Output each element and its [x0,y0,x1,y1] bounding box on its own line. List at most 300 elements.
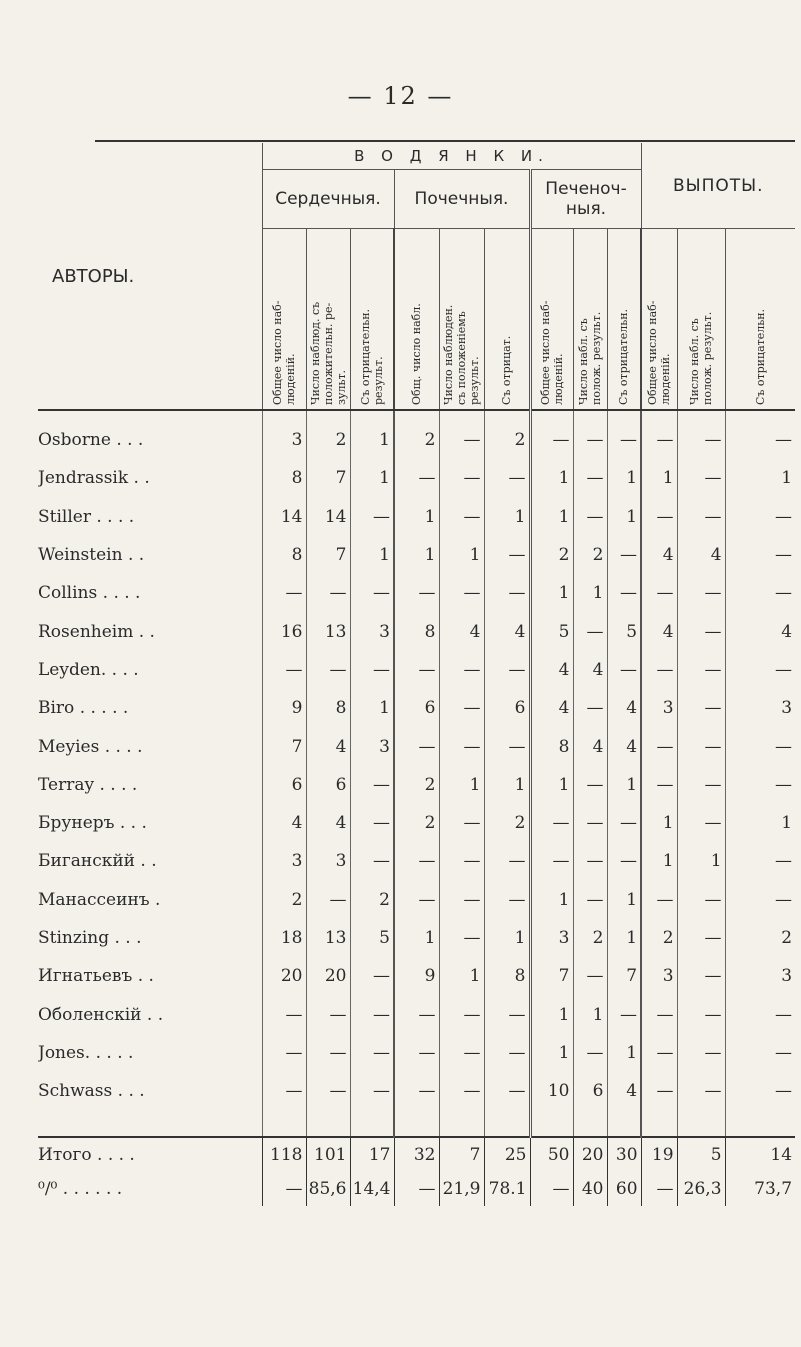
cell-col-4: 1 [394,498,439,536]
cell-col-1: 3 [262,421,306,459]
cell-col-10: — [641,574,677,612]
cell-col-3: — [350,842,394,880]
cell-col-1: 2 [262,881,306,919]
table-row [38,919,795,957]
cell-col-9: — [607,536,641,574]
cell-col-3: 2 [350,881,394,919]
cell-col-8: — [573,804,607,842]
cell-col-11: — [677,766,725,804]
cell-col-4: 8 [394,612,439,650]
cell-col-11: — [677,1034,725,1072]
cell-col-11: — [677,804,725,842]
column-header-text: Число наблюд. съ положительн. ре- зульт. [308,301,348,405]
cell-col-8: 6 [573,1072,607,1110]
column-header-5 [439,229,484,411]
cell-col-1: 14 [262,498,306,536]
cell-col-12: 1 [725,804,795,842]
column-header-11 [677,229,725,411]
cell-col-4: — [394,1072,439,1110]
cell-col-2: — [306,651,350,689]
cell-col-6: — [484,1072,530,1110]
cell-col-2: — [306,1072,350,1110]
cell-col-5: 21,9 [439,1172,484,1206]
cell-col-3: — [350,804,394,842]
cell-col-7: 50 [530,1137,573,1172]
column-header-text: Число набл. съ полож. результ. [577,311,603,405]
cell-col-8: 2 [573,919,607,957]
cell-col-12: — [725,727,795,765]
cell-col-2: 3 [306,842,350,880]
cell-col-3: — [350,498,394,536]
cell-col-12: — [725,842,795,880]
cell-col-12: 1 [725,459,795,497]
column-header-3 [350,229,394,411]
cell-col-3: 17 [350,1137,394,1172]
cell-col-3: 14,4 [350,1172,394,1206]
column-header-12 [725,229,795,411]
dropsy-table [38,143,795,1206]
cell-col-5: — [439,1034,484,1072]
cell-col-11: — [677,957,725,995]
cell-col-9: 4 [607,1072,641,1110]
cell-col-8: — [573,1034,607,1072]
cell-col-2: — [306,881,350,919]
cell-col-5: — [439,919,484,957]
cell-col-2: 4 [306,804,350,842]
cell-col-4: — [394,727,439,765]
cell-col-3: 5 [350,919,394,957]
table-row [38,842,795,880]
cell-col-7: 1 [530,766,573,804]
cell-col-7: 4 [530,689,573,727]
cell-col-4: — [394,881,439,919]
cell-col-10: — [641,651,677,689]
cell-col-3: — [350,766,394,804]
cell-col-2: 14 [306,498,350,536]
cell-col-1: — [262,995,306,1033]
table-row [38,881,795,919]
cell-col-10: — [641,1072,677,1110]
cell-col-3: 3 [350,727,394,765]
cell-col-12: — [725,881,795,919]
cell-col-4: — [394,995,439,1033]
column-header-text: Съ отрицательн. результ. [358,308,385,405]
cell-col-11: 5 [677,1137,725,1172]
cell-col-1: 3 [262,842,306,880]
cell-col-4: 9 [394,957,439,995]
cell-col-12: — [725,1034,795,1072]
cell-col-7: 1 [530,1034,573,1072]
cell-col-1: 4 [262,804,306,842]
cell-col-12: 2 [725,919,795,957]
cell-col-1: — [262,1034,306,1072]
cell-col-2: 13 [306,919,350,957]
table-row [38,766,795,804]
cell-col-1: — [262,651,306,689]
cell-col-9: 5 [607,612,641,650]
column-header-2 [306,229,350,411]
table-row [38,995,795,1033]
cell-col-7: — [530,842,573,880]
cell-col-12: — [725,498,795,536]
cell-col-9: — [607,651,641,689]
cell-col-10: — [641,995,677,1033]
cell-col-1: — [262,574,306,612]
column-header-text: Общее число наб- люденій. [271,300,297,405]
cell-col-5: — [439,727,484,765]
cell-col-8: — [573,612,607,650]
cell-col-2: 85,6 [306,1172,350,1206]
cell-col-1: 7 [262,727,306,765]
author-name: Terray . . . . [38,774,138,795]
column-header-text: Съ отрицат. [500,335,513,405]
cell-col-7: 1 [530,881,573,919]
effusions-header: ВЫПОТЫ. [641,143,795,229]
cell-col-5: — [439,651,484,689]
cell-col-9: 1 [607,881,641,919]
cell-col-2: 7 [306,536,350,574]
cell-col-10: 1 [641,842,677,880]
cell-col-4: 2 [394,421,439,459]
cell-col-4: 6 [394,689,439,727]
cell-col-12: 3 [725,957,795,995]
table-row [38,957,795,995]
cell-col-12: 73,7 [725,1172,795,1206]
cell-col-11: — [677,421,725,459]
column-header-4 [394,229,439,411]
cell-col-9: — [607,995,641,1033]
author-name: Biro . . . . . [38,698,129,719]
cell-col-2: — [306,574,350,612]
cell-col-2: 2 [306,421,350,459]
cell-col-7: — [530,804,573,842]
table-row [38,804,795,842]
cell-col-11: — [677,689,725,727]
cell-col-5: — [439,459,484,497]
table-row [38,1034,795,1072]
cell-col-11: — [677,459,725,497]
cell-col-6: — [484,574,530,612]
cell-col-6: — [484,651,530,689]
author-name: ⁰/⁰ . . . . . . [38,1179,123,1200]
cell-col-2: 6 [306,766,350,804]
author-name: Schwass . . . [38,1081,145,1102]
author-name: Weinstein . . [38,545,145,566]
author-name: Stiller . . . . [38,506,135,527]
cell-col-3: 1 [350,689,394,727]
cell-col-11: 4 [677,536,725,574]
cell-col-1: — [262,1172,306,1206]
cell-col-6: — [484,995,530,1033]
cell-col-6: — [484,842,530,880]
cell-col-7: 8 [530,727,573,765]
column-header-text: Съ отрицательн. [753,308,767,405]
renal-header: Почечныя. [394,170,530,229]
column-header-text: Общее число наб- люденій. [646,300,673,405]
author-name: Jendrassik . . [38,468,150,489]
cell-col-3: 1 [350,536,394,574]
spacer-row [38,410,795,421]
cell-col-12: 4 [725,612,795,650]
cell-col-8: 40 [573,1172,607,1206]
cell-col-9: — [607,574,641,612]
authors-header: АВТОРЫ. [38,143,262,410]
cell-col-9: 4 [607,689,641,727]
column-header-text: Общее число наб- люденій. [539,300,565,405]
cell-col-7: 10 [530,1072,573,1110]
cell-col-3: 3 [350,612,394,650]
cell-col-7: 2 [530,536,573,574]
cell-col-9: 1 [607,459,641,497]
cell-col-2: 7 [306,459,350,497]
cell-col-7: 3 [530,919,573,957]
column-header-9 [607,229,641,411]
cell-col-7: — [530,421,573,459]
cell-col-10: — [641,421,677,459]
cell-col-11: 1 [677,842,725,880]
cell-col-11: — [677,919,725,957]
cell-col-11: — [677,498,725,536]
cell-col-5: — [439,498,484,536]
table-row [38,727,795,765]
cell-col-11: 26,3 [677,1172,725,1206]
cell-col-12: 3 [725,689,795,727]
cell-col-8: — [573,689,607,727]
cell-col-10: 1 [641,804,677,842]
cell-col-10: 3 [641,957,677,995]
cell-col-6: — [484,727,530,765]
author-name: Leyden. . . . [38,659,139,680]
column-header-1 [262,229,306,411]
column-header-text: Съ отрицательн. [617,308,631,405]
cell-col-4: 2 [394,804,439,842]
cell-col-1: 118 [262,1137,306,1172]
cell-col-8: — [573,459,607,497]
table-row [38,689,795,727]
cell-col-4: 2 [394,766,439,804]
column-header-text: Число набл. съ полож. результ. [688,311,715,405]
cell-col-5: 1 [439,957,484,995]
cell-col-6: — [484,459,530,497]
cell-col-5: 7 [439,1137,484,1172]
author-name: Оболенскій . . [38,1004,164,1025]
cell-col-11: — [677,727,725,765]
cell-col-4: 1 [394,536,439,574]
author-name: Rosenheim . . [38,621,155,642]
table-row [38,421,795,459]
cell-col-3: — [350,651,394,689]
cell-col-6: 25 [484,1137,530,1172]
cell-col-8: 4 [573,651,607,689]
author-name: Stinzing . . . [38,928,142,948]
cell-col-10: 4 [641,536,677,574]
cell-col-9: 1 [607,766,641,804]
cell-col-7: 1 [530,995,573,1033]
cell-col-11: — [677,881,725,919]
cell-col-9: — [607,804,641,842]
author-name: Meyies . . . . [38,736,143,757]
cell-col-12: — [725,1072,795,1110]
cell-col-5: — [439,842,484,880]
cell-col-1: 20 [262,957,306,995]
cell-col-8: 1 [573,995,607,1033]
cell-col-5: — [439,995,484,1033]
cell-col-11: — [677,1072,725,1110]
cell-col-2: 13 [306,612,350,650]
author-name: Collins . . . . [38,583,141,604]
cell-col-4: — [394,459,439,497]
cell-col-3: — [350,1034,394,1072]
cell-col-1: 18 [262,919,306,957]
cell-col-4: — [394,1034,439,1072]
author-name: Jones. . . . . [38,1042,134,1063]
cell-col-8: — [573,498,607,536]
cell-col-6: 1 [484,498,530,536]
total-row [38,1137,795,1172]
cell-col-9: 1 [607,1034,641,1072]
cell-col-7: 1 [530,459,573,497]
cell-col-10: 1 [641,459,677,497]
cell-col-9: 1 [607,919,641,957]
table-row [38,612,795,650]
cell-col-12: — [725,651,795,689]
cell-col-8: 2 [573,536,607,574]
cell-col-6: — [484,881,530,919]
cell-col-2: 8 [306,689,350,727]
cell-col-7: 5 [530,612,573,650]
column-header-text: Число наблюден. съ положеніемъ результ. [442,304,481,405]
cell-col-8: — [573,957,607,995]
hepatic-header: Печеноч- ныя. [530,170,641,229]
cell-col-10: — [641,766,677,804]
cell-col-4: — [394,651,439,689]
column-header-7 [530,229,573,411]
author-name: Игнатьевъ . . [38,966,154,987]
cell-col-1: — [262,1072,306,1110]
spacer-row [38,1110,795,1137]
cell-col-10: 4 [641,612,677,650]
cell-col-8: — [573,842,607,880]
dropsy-group-header: В О Д Я Н К И. [262,143,641,170]
cell-col-8: — [573,421,607,459]
cell-col-10: — [641,1034,677,1072]
cell-col-12: — [725,536,795,574]
cell-col-12: 14 [725,1137,795,1172]
cell-col-4: — [394,1172,439,1206]
percent-row [38,1172,795,1206]
cell-col-3: 1 [350,459,394,497]
table-row [38,498,795,536]
cell-col-9: 60 [607,1172,641,1206]
cell-col-10: 3 [641,689,677,727]
cell-col-7: 1 [530,574,573,612]
cell-col-1: 6 [262,766,306,804]
cell-col-5: 4 [439,612,484,650]
cell-col-8: 4 [573,727,607,765]
cell-col-3: 1 [350,421,394,459]
cell-col-8: — [573,766,607,804]
cell-col-4: 32 [394,1137,439,1172]
cell-col-9: 30 [607,1137,641,1172]
cell-col-10: 19 [641,1137,677,1172]
cell-col-1: 8 [262,536,306,574]
cell-col-7: 4 [530,651,573,689]
cell-col-6: 2 [484,421,530,459]
cardiac-header: Сердечныя. [262,170,394,229]
author-name: Биганскйй . . [38,851,157,872]
cell-col-6: 8 [484,957,530,995]
cell-col-4: 1 [394,919,439,957]
cell-col-12: — [725,766,795,804]
cell-col-2: 20 [306,957,350,995]
cell-col-1: 8 [262,459,306,497]
cell-col-6: 4 [484,612,530,650]
column-header-8 [573,229,607,411]
cell-col-9: — [607,842,641,880]
cell-col-8: 1 [573,574,607,612]
cell-col-4: — [394,574,439,612]
cell-col-9: 1 [607,498,641,536]
author-name: Брунеръ . . . [38,813,147,834]
cell-col-3: — [350,995,394,1033]
cell-col-5: — [439,574,484,612]
author-name: Манассеинъ . [38,889,161,910]
cell-col-11: — [677,651,725,689]
cell-col-1: 16 [262,612,306,650]
cell-col-5: — [439,804,484,842]
cell-col-8: — [573,881,607,919]
cell-col-4: — [394,842,439,880]
cell-col-5: — [439,421,484,459]
cell-col-12: — [725,995,795,1033]
cell-col-10: — [641,881,677,919]
cell-col-3: — [350,574,394,612]
cell-col-1: 9 [262,689,306,727]
cell-col-2: 101 [306,1137,350,1172]
cell-col-6: 1 [484,766,530,804]
cell-col-7: 1 [530,498,573,536]
author-name: Итого . . . . [38,1137,262,1172]
table-row [38,536,795,574]
cell-col-8: 20 [573,1137,607,1172]
cell-col-10: — [641,727,677,765]
cell-col-3: — [350,1072,394,1110]
cell-col-7: — [530,1172,573,1206]
cell-col-2: 4 [306,727,350,765]
cell-col-3: — [350,957,394,995]
cell-col-5: 1 [439,766,484,804]
cell-col-6: 2 [484,804,530,842]
cell-col-5: — [439,881,484,919]
cell-col-9: 4 [607,727,641,765]
cell-col-5: — [439,689,484,727]
cell-col-11: — [677,574,725,612]
table-row [38,651,795,689]
cell-col-10: — [641,498,677,536]
table-row [38,574,795,612]
column-header-6 [484,229,530,411]
page-number: — 12 — [347,82,454,110]
cell-col-11: — [677,995,725,1033]
cell-col-9: — [607,421,641,459]
cell-col-6: — [484,536,530,574]
cell-col-6: 6 [484,689,530,727]
cell-col-2: — [306,995,350,1033]
cell-col-6: 1 [484,919,530,957]
cell-col-6: 78.1 [484,1172,530,1206]
cell-col-9: 7 [607,957,641,995]
cell-col-10: 2 [641,919,677,957]
